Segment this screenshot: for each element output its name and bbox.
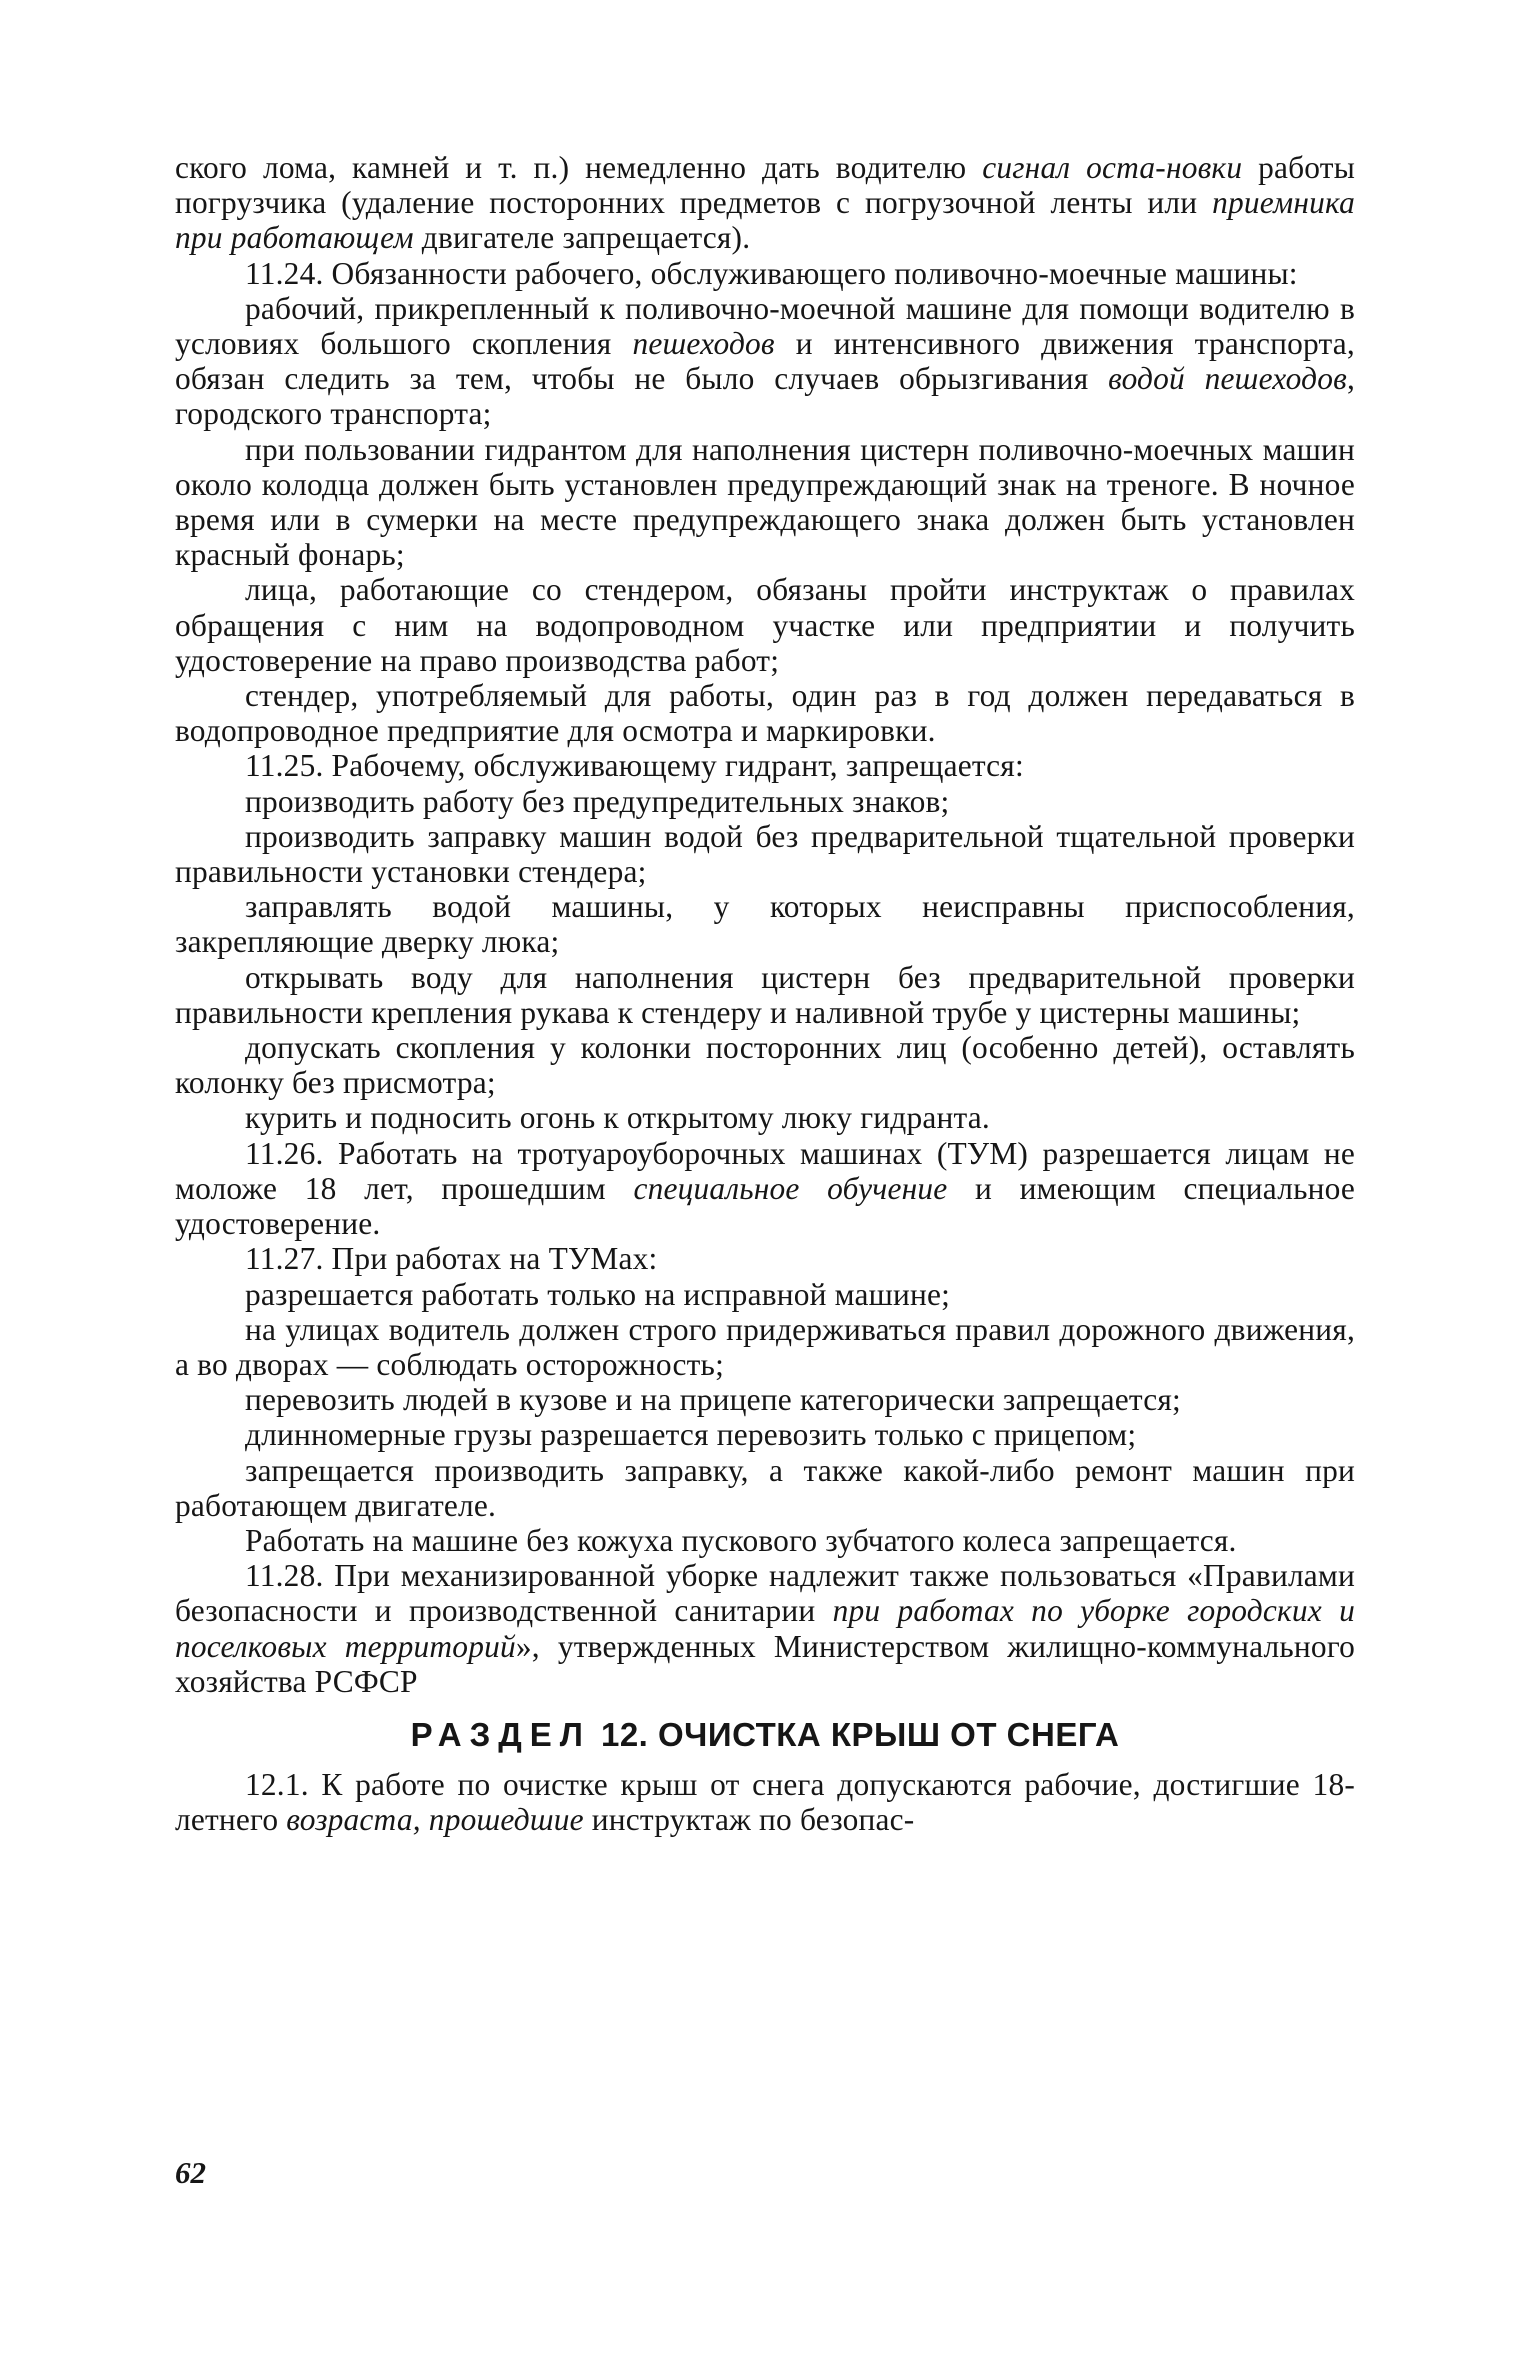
text-segment: 11.28. При механизированной уборке надлежит также пользоваться «Правилами безопасности и производственной санитарии — [175, 1558, 1355, 1629]
section-heading-title: 12. ОЧИСТКА КРЫШ ОТ СНЕГА — [600, 1715, 1120, 1753]
text-segment: курить и подносить огонь к открытому люку гидранта. — [245, 1100, 990, 1136]
text-segment: запрещается производить заправку, а также какой-либо ремонт машин при работающем двигателе. — [175, 1452, 1355, 1523]
italic-text: водой пешеходов — [1108, 361, 1347, 397]
text-segment: заправлять водой машины, у которых неисправны приспособления, закрепляющие дверку люка; — [175, 889, 1355, 960]
text-segment: и интенсивного движения транспорта, обязан следить за тем, чтобы не было случаев обрызгивания — [175, 326, 1355, 397]
text-segment: допускать скопления у колонки посторонних лиц (особенно детей), оставлять колонку без присмотра; — [175, 1030, 1355, 1101]
paragraph — [175, 1382, 1355, 1417]
italic-text: специальное обучение — [633, 1170, 948, 1206]
paragraph — [175, 1136, 1355, 1242]
text-segment: и имеющим специальное удостоверение. — [175, 1170, 1355, 1242]
italic-text: приемника при работающем — [175, 185, 1355, 256]
paragraph — [175, 1523, 1355, 1558]
paragraph — [175, 678, 1355, 748]
paragraph-list — [175, 150, 1355, 1699]
text-segment: », утвержденных Министерством жилищно-коммунального хозяйства РСФСР — [175, 1628, 1356, 1699]
paragraph — [175, 1453, 1355, 1523]
italic-text: при работах по уборке городских и поселковых территорий — [175, 1593, 1355, 1664]
paragraph — [175, 960, 1355, 1030]
text-segment: 11.27. При работах на ТУМах: — [245, 1241, 658, 1277]
paragraph — [175, 291, 1355, 432]
italic-text: возраста, прошедшие — [286, 1802, 584, 1838]
paragraph — [175, 432, 1355, 573]
paragraph — [175, 1030, 1355, 1100]
paragraph — [175, 889, 1355, 959]
paragraph — [175, 1417, 1355, 1452]
paragraph — [175, 1558, 1355, 1699]
text-segment: Работать на машине без кожуха пускового зубчатого колеса запрещается. — [245, 1522, 1237, 1558]
text-segment: инструктаж по безопас- — [583, 1802, 915, 1838]
text-segment: 11.24. Обязанности рабочего, обслуживающего поливочно-моечные машины: — [245, 255, 1298, 291]
paragraph — [175, 256, 1355, 291]
text-segment: 12.1. К работе по очистке крыш от снега допускаются рабочие, достигшие 18-летнего — [175, 1766, 1355, 1838]
italic-text: пешеходов — [632, 326, 775, 362]
text-segment: двигателе запрещается). — [413, 220, 751, 256]
text-segment: при пользовании гидрантом для наполнения цистерн поливочно-моечных машин около колодца должен быть установлен предупреждающий знак на треноге. В ночное время или в сумерки на месте предупреждающего знака должен быть установлен красный фонарь; — [175, 431, 1355, 573]
paragraph — [175, 1100, 1355, 1135]
text-segment: , городского транспорта; — [175, 361, 1355, 432]
paragraph — [175, 819, 1355, 889]
paragraph — [175, 1241, 1355, 1276]
text-segment: на улицах водитель должен строго придерживаться правил дорожного движения, а во дворах — соблюдать осторожность; — [175, 1311, 1355, 1382]
paragraph — [175, 748, 1355, 783]
paragraph — [175, 1312, 1355, 1382]
text-segment: производить работу без предупредительных знаков; — [245, 783, 950, 819]
paragraph — [175, 150, 1355, 256]
text-segment: производить заправку машин водой без предварительной тщательной проверки правильности установки стендера; — [175, 818, 1355, 890]
text-segment: лица, работающие со стендером, обязаны пройти инструктаж о правилах обращения с ним на водопроводном участке или предприятии и получить удостоверение на право производства работ; — [175, 572, 1355, 678]
body-text — [175, 150, 1355, 1837]
paragraph — [175, 1277, 1355, 1312]
text-segment: длинномерные грузы разрешается перевозить только с прицепом; — [245, 1417, 1137, 1453]
text-segment: рабочий, прикрепленный к поливочно-моечной машине для помощи водителю в условиях большого скопления — [175, 290, 1355, 362]
paragraph — [175, 572, 1355, 678]
paragraph-list-after-heading — [175, 1767, 1355, 1837]
text-segment: ского лома, камней и т. п.) немедленно дать водителю — [175, 150, 983, 185]
text-segment: стендер, употребляемый для работы, один раз в год должен передаваться в водопроводное предприятие для осмотра и маркировки. — [175, 678, 1355, 749]
text-segment: 11.25. Рабочему, обслуживающему гидрант, запрещается: — [245, 748, 1024, 784]
section-heading — [175, 1715, 1355, 1755]
text-segment: открывать воду для наполнения цистерн без предварительной проверки правильности крепления рукава к стендеру и наливной трубе у цистерны машины; — [175, 959, 1355, 1030]
text-segment: работы погрузчика (удаление посторонних предметов с погрузочной ленты или — [175, 150, 1355, 221]
paragraph — [175, 784, 1355, 819]
section-heading-word: РАЗДЕЛ — [410, 1715, 591, 1753]
text-segment: разрешается работать только на исправной машине; — [245, 1276, 951, 1312]
italic-text: сигнал оста-новки — [982, 150, 1243, 185]
text-segment: перевозить людей в кузове и на прицепе категорически запрещается; — [245, 1382, 1181, 1418]
paragraph — [175, 1767, 1355, 1837]
text-segment: 11.26. Работать на тротуароуборочных машинах (ТУМ) разрешается лицам не моложе 18 лет, прошедшим — [175, 1135, 1355, 1206]
page-number: 62 — [175, 2155, 206, 2190]
